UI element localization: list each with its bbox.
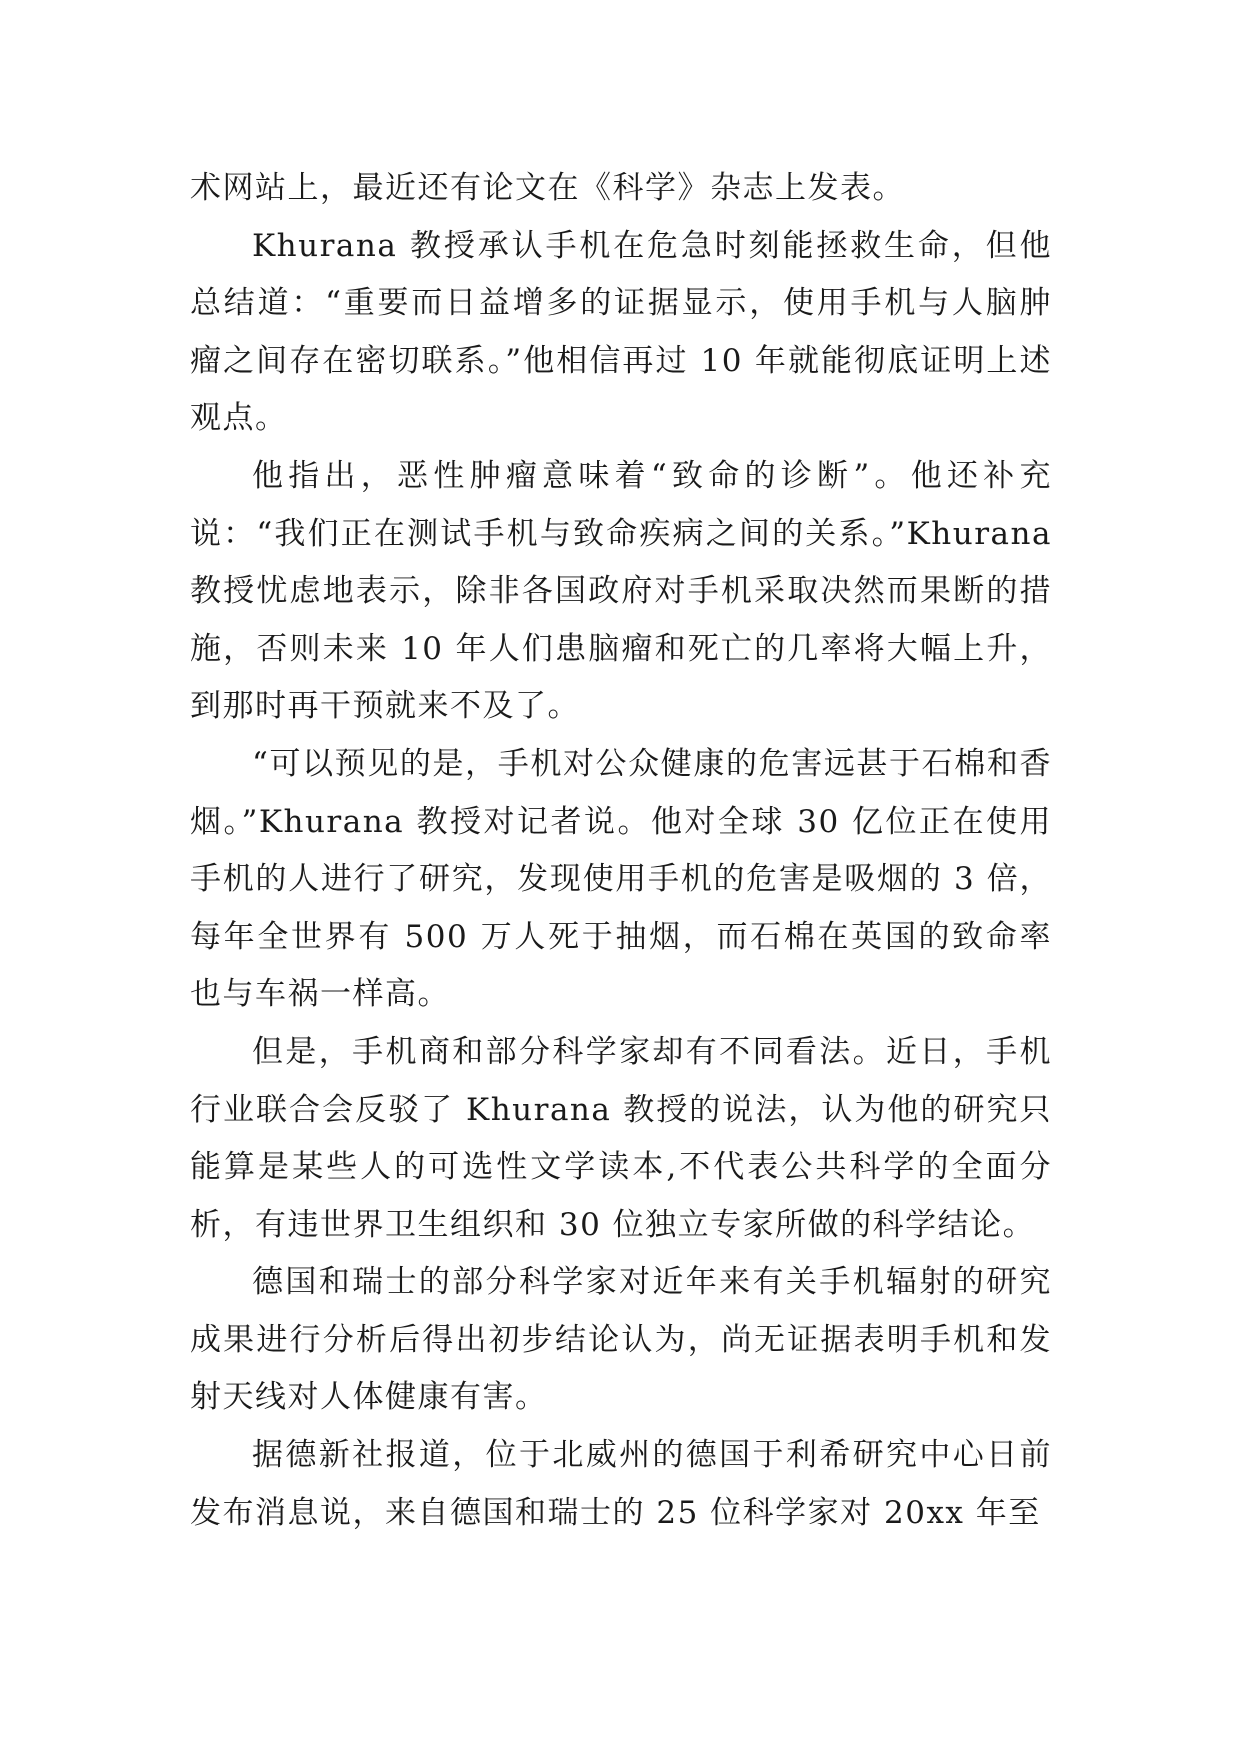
article-body xyxy=(190,160,1052,1542)
paragraph-4: “可以预见的是，手机对公众健康的危害远甚于石棉和香烟。”Khurana 教授对记者说。他对全球 30 亿位正在使用手机的人进行了研究，发现使用手机的危害是吸烟的 3 倍，每年全世界有 500 万人死于抽烟，而石棉在英国的致命率也与车祸一样高。 xyxy=(190,745,1052,1013)
paragraph-6: 德国和瑞士的部分科学家对近年来有关手机辐射的研究成果进行分析后得出初步结论认为，尚无证据表明手机和发射天线对人体健康有害。 xyxy=(190,1264,1052,1416)
paragraph-7: 据德新社报道，位于北威州的德国于利希研究中心日前发布消息说，来自德国和瑞士的 25 位科学家对 20xx 年至 xyxy=(190,1437,1052,1531)
paragraph-5: 但是，手机商和部分科学家却有不同看法。近日，手机行业联合会反驳了 Khurana 教授的说法，认为他的研究只能算是某些人的可选性文学读本,不代表公共科学的全面分析，有违世界卫生组织和 30 位独立专家所做的科学结论。 xyxy=(190,1033,1052,1243)
paragraph-1: 术网站上，最近还有论文在《科学》杂志上发表。 xyxy=(190,170,905,206)
paragraph-3: 他指出，恶性肿瘤意味着“致命的诊断”。他还补充说：“我们正在测试手机与致命疾病之间的关系。”Khurana 教授忧虑地表示，除非各国政府对手机采取决然而果断的措施，否则未来 10 年人们患脑瘤和死亡的几率将大幅上升，到那时再干预就来不及了。 xyxy=(190,457,1052,725)
paragraph-2: Khurana 教授承认手机在危急时刻能拯救生命，但他总结道：“重要而日益增多的证据显示，使用手机与人脑肿瘤之间存在密切联系。”他相信再过 10 年就能彻底证明上述观点。 xyxy=(190,227,1052,437)
